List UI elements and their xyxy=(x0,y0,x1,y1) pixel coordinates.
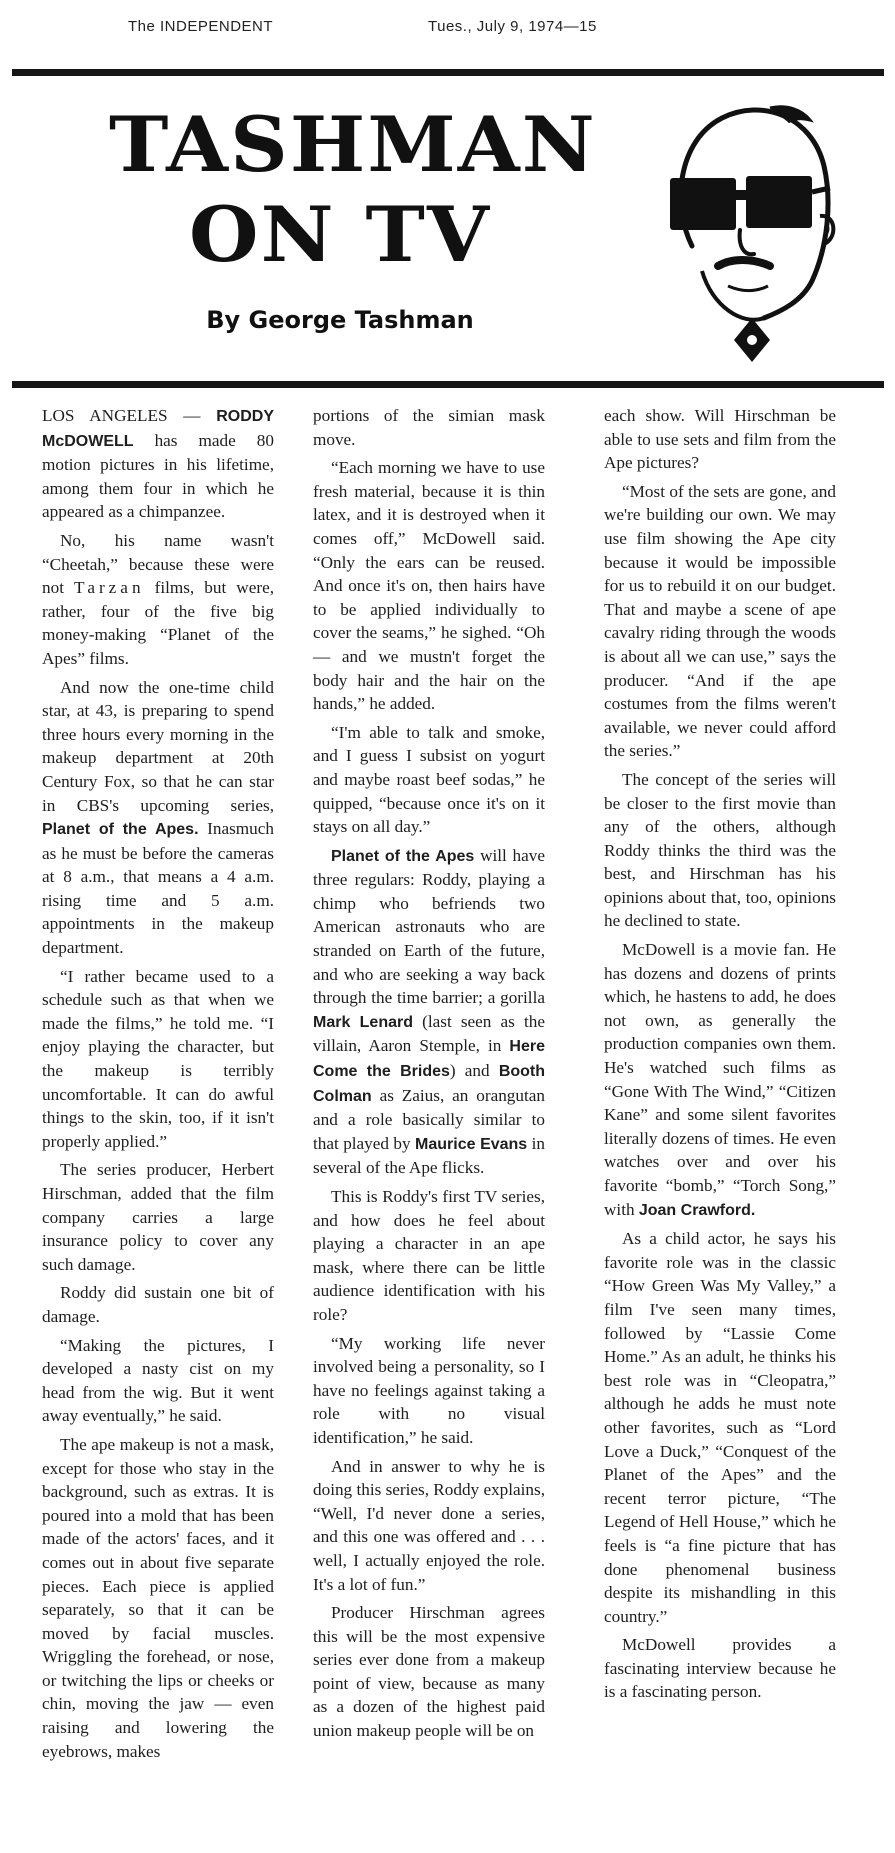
paragraph: And now the one-time child star, at 43, is preparing to spend three hours every morning in the makeup department at 20th Century Fox, so that he can star in CBS's upcoming series, Planet of the Apes. Inasmuch as he must be before the cameras at 8 a.m., that means a 4 a.m. rising time and 5 a.m. appointments in the makeup department. xyxy=(42,677,274,958)
paragraph: “Making the pictures, I developed a nasty cist on my head from the wig. But it went away eventually,” he said. xyxy=(42,1335,274,1426)
paragraph: The concept of the series will be closer to the first movie than any of the others, although Roddy thinks the third was the best, and Hirschman has his opinions about that, too, opinions he declined to state. xyxy=(604,769,836,931)
paragraph: “Each morning we have to use fresh material, because it is thin latex, and it is destroyed when it comes off,” McDowell said. “Only the ears can be reused. And once it's on, then hairs have to be applied individually to cover the seams,” he sighed. “Oh — and we mustn't forget the body hair and the hair on the hands,” he added. xyxy=(313,458,545,714)
paragraph: portions of the simian mask move. xyxy=(313,406,545,449)
paragraph: The series producer, Herbert Hirschman, added that the film company carries a large insurance policy to cover any such damage. xyxy=(42,1160,274,1274)
article-column-1 xyxy=(42,404,274,1768)
article-column-2 xyxy=(313,404,545,1748)
paragraph: No, his name wasn't “Cheetah,” because these were not Tarzan films, but were, rather, four of the five big money-making “Planet of the Apes” films. xyxy=(42,530,274,668)
paragraph: As a child actor, he says his favorite role was in the classic “How Green Was My Valley,” a film I've seen many times, followed by “Lassie Come Home.” As an adult, he thinks his best role was in “Cleopatra,” although he adds he must note other favorites, such as “Lord Love a Duck,” “Conquest of the Planet of the Apes” and the recent terror picture, “The Legend of Hell House,” which he feels is “a fine picture that has done phenomenal business despite its mishandling in this country.” xyxy=(604,1229,836,1626)
paragraph: “Most of the sets are gone, and we're building our own. We may use film showing the Ape city because it would be impossible for us to rebuild it on our budget. That and maybe a scene of ape cavalry riding through the woods is about all we can use,” says the producer. “And if the ape costumes from the films weren't available, we never could afford the series.” xyxy=(604,481,836,761)
paragraph: McDowell is a movie fan. He has dozens and dozens of prints which, he hastens to add, he does not own, as generally the production companies own them. He's watched such films as “Gone With The Wind,” “Citizen Kane” and some silent favorites literally dozens of times. He even watches over and over his favorite “bomb,” “Torch Song,” with Joan Crawford. xyxy=(604,940,836,1219)
byline: By George Tashman xyxy=(206,306,474,334)
bottom-rule xyxy=(12,381,884,388)
article-column-3 xyxy=(604,404,836,1709)
paragraph: LOS ANGELES — RODDY McDOWELL has made 80 motion pictures in his lifetime, among them four in which he appeared as a chimpanzee. xyxy=(42,406,274,522)
page-header xyxy=(0,18,895,42)
paragraph: “My working life never involved being a personality, so I have no feelings against taking a role with no visual identification,” he said. xyxy=(313,1333,545,1447)
paragraph: And in answer to why he is doing this series, Roddy explains, “Well, I'd never done a series, and this one was offered and . . . well, I actually enjoyed the role. It's a lot of fun.” xyxy=(313,1456,546,1594)
paragraph: The ape makeup is not a mask, except for those who stay in the background, such as extras. It is poured into a mold that has been made of the actors' faces, and it comes out in about five separate pieces. Each piece is applied separately, so that it can be moved by facial muscles. Wriggling the forehead, or nose, or twitching the lips or cheeks or chin, moving the jaw — even raising and lowering the eyebrows, makes xyxy=(42,1434,274,1761)
top-rule xyxy=(12,69,884,76)
paragraph: each show. Will Hirschman be able to use sets and film from the Ape pictures? xyxy=(604,406,836,473)
paragraph: This is Roddy's first TV series, and how does he feel about playing a character in an ape mask, where there can be little audience identification with his role? xyxy=(313,1187,545,1324)
paragraph: “I'm able to talk and smoke, and I guess I subsist on yogurt and maybe roast beef sodas,” he quipped, “because once it's on it stays on all day.” xyxy=(313,722,545,837)
newspaper-name: The INDEPENDENT xyxy=(128,18,274,35)
caricature-illustration xyxy=(652,96,838,366)
column-title-line1: TASHMAN xyxy=(109,100,597,189)
paragraph: “I rather became used to a schedule such as that when we made the films,” he told me. “I enjoy playing the character, but the makeup is terribly uncomfortable. It can do awful things to the skin, too, if it isn't properly applied.” xyxy=(42,966,274,1151)
paragraph: Roddy did sustain one bit of damage. xyxy=(42,1283,274,1326)
column-title-line2: ON TV xyxy=(188,190,492,279)
issue-date: Tues., July 9, 1974—15 xyxy=(428,18,597,35)
paragraph: Producer Hirschman agrees this will be the most expensive series ever done from a makeup point of view, because as many as a dozen of the highest paid union makeup people will be on xyxy=(313,1603,545,1741)
paragraph: McDowell provides a fascinating interview because he is a fascinating person. xyxy=(604,1635,836,1702)
paragraph: Planet of the Apes will have three regulars: Roddy, playing a chimp who befriends two American astronauts who are stranded on Earth of the future, and who are seeking a way back through the time barrier; a gorilla Mark Lenard (last seen as the villain, Aaron Stemple, in Here Come the Brides) and Booth Colman as Zaius, an orangutan and a role basically similar to that played by Maurice Evans in several of the Ape flicks. xyxy=(313,845,546,1178)
